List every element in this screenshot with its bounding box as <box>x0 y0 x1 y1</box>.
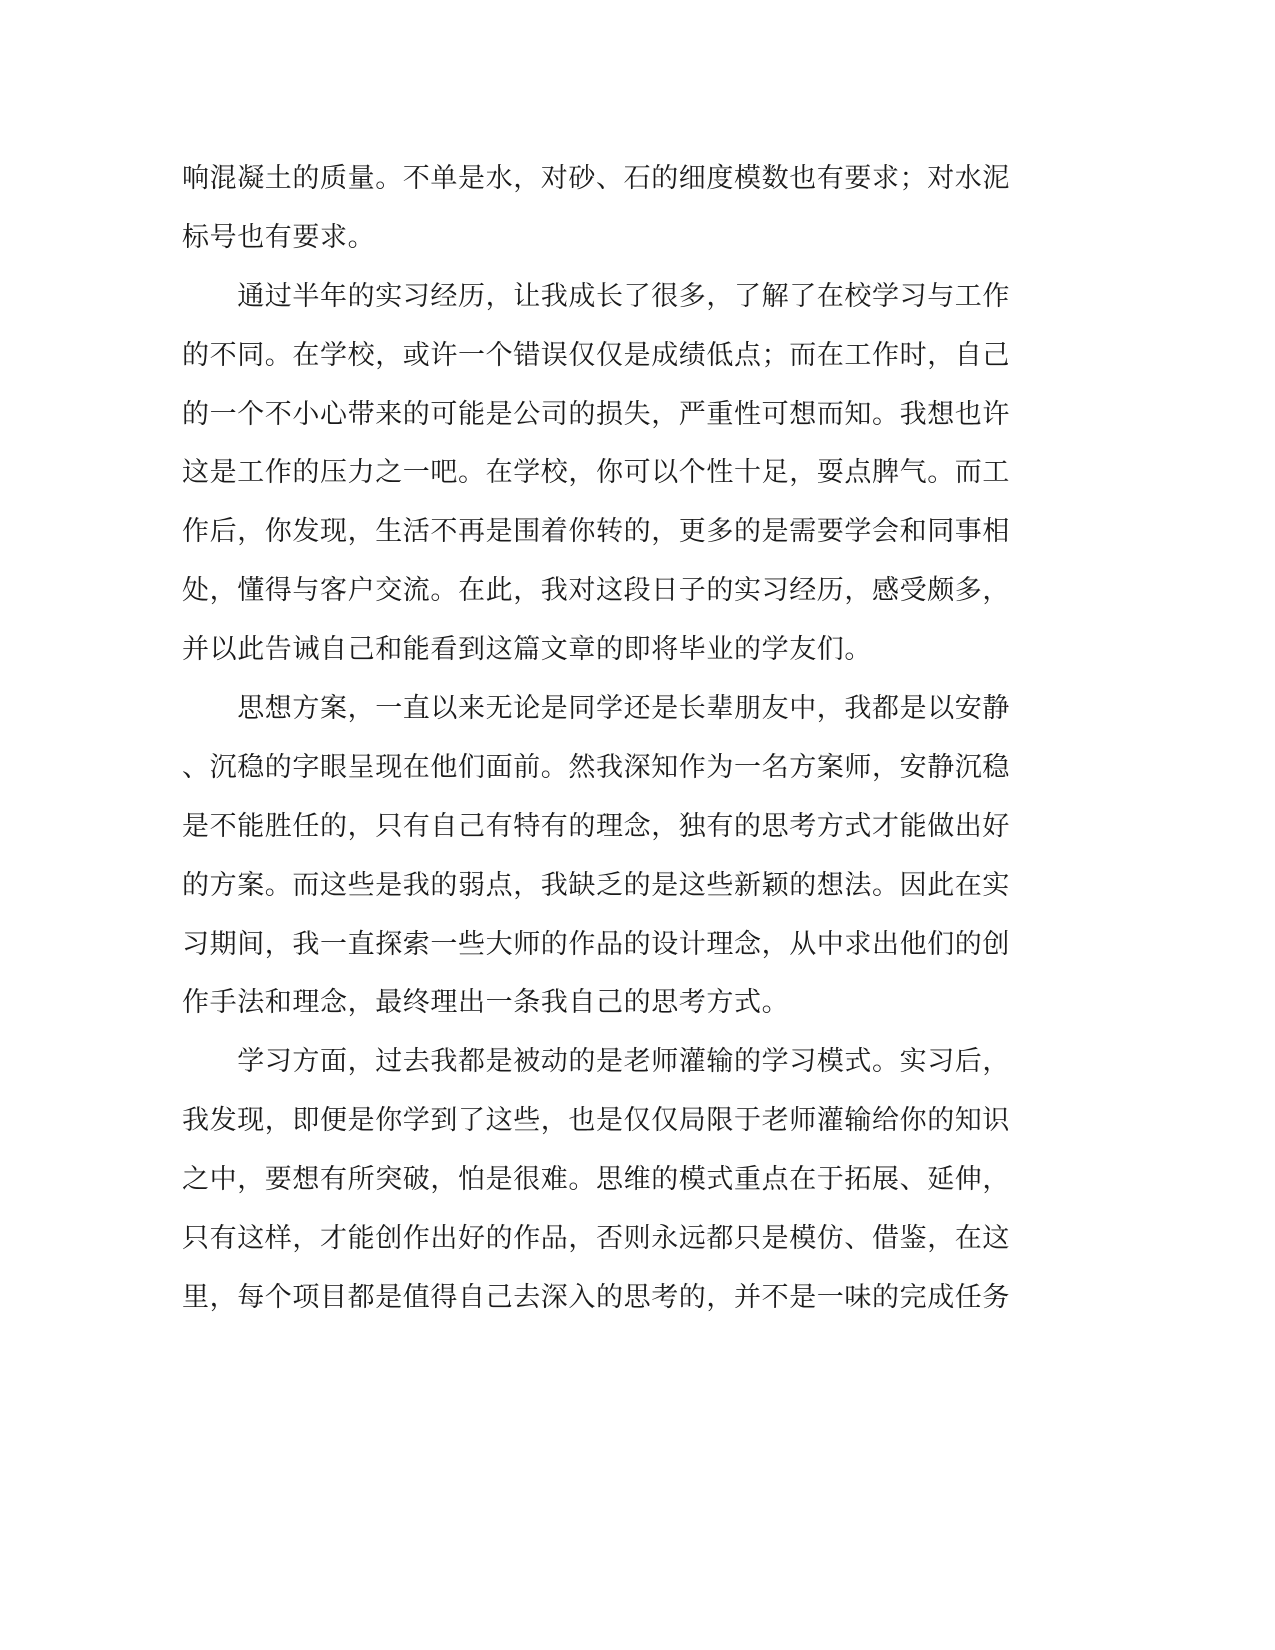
text-line: 的方案。而这些是我的弱点，我缺乏的是这些新颖的想法。因此在实 <box>182 869 1010 901</box>
text-line: 、沉稳的字眼呈现在他们面前。然我深知作为一名方案师，安静沉稳 <box>182 751 1010 783</box>
text-line: 里，每个项目都是值得自己去深入的思考的，并不是一味的完成任务 <box>182 1281 1010 1313</box>
text-line: 处，懂得与客户交流。在此，我对这段日子的实习经历，感受颇多， <box>182 575 1010 607</box>
text-line: 的一个不小心带来的可能是公司的损失，严重性可想而知。我想也许 <box>182 398 1010 430</box>
text-line: 只有这样，才能创作出好的作品，否则永远都只是模仿、借鉴，在这 <box>182 1223 1010 1255</box>
text-line: 习期间，我一直探索一些大师的作品的设计理念，从中求出他们的创 <box>182 928 1010 960</box>
text-line: 是不能胜任的，只有自己有特有的理念，独有的思考方式才能做出好 <box>182 810 1010 842</box>
text-line: 这是工作的压力之一吧。在学校，你可以个性十足，耍点脾气。而工 <box>182 457 1010 489</box>
text-line: 的不同。在学校，或许一个错误仅仅是成绩低点；而在工作时，自己 <box>182 339 1010 371</box>
text-line: 并以此告诫自己和能看到这篇文章的即将毕业的学友们。 <box>182 634 872 666</box>
text-line: 通过半年的实习经历，让我成长了很多，了解了在校学习与工作 <box>182 280 1010 312</box>
text-line: 标号也有要求。 <box>182 221 376 253</box>
text-line: 学习方面，过去我都是被动的是老师灌输的学习模式。实习后， <box>182 1046 1010 1078</box>
text-line: 思想方案，一直以来无论是同学还是长辈朋友中，我都是以安静 <box>182 693 1010 725</box>
text-line: 我发现，即便是你学到了这些，也是仅仅局限于老师灌输给你的知识 <box>182 1105 1010 1137</box>
text-line: 之中，要想有所突破，怕是很难。思维的模式重点在于拓展、延伸， <box>182 1164 1010 1196</box>
text-line: 作手法和理念，最终理出一条我自己的思考方式。 <box>182 987 790 1019</box>
text-line: 作后，你发现，生活不再是围着你转的，更多的是需要学会和同事相 <box>182 516 1010 548</box>
body-text <box>182 150 1028 1328</box>
text-line: 响混凝土的质量。不单是水，对砂、石的细度模数也有要求；对水泥 <box>182 163 1010 194</box>
